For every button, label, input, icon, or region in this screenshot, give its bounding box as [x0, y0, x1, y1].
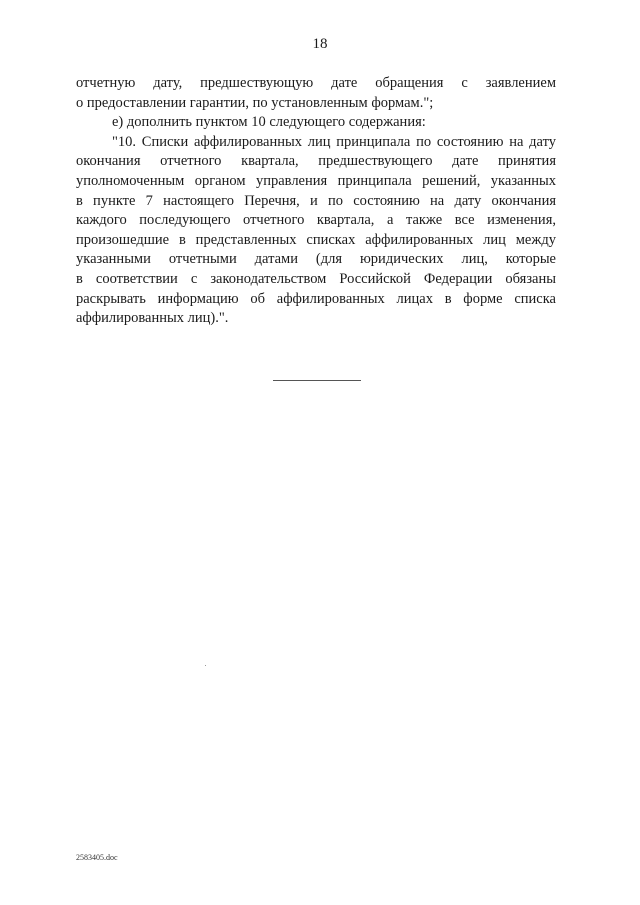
- text-line: раскрывать информацию об аффилированных лицах в форме списка: [76, 290, 556, 307]
- text-line: о предоставлении гарантии, по установленным формам.";: [76, 94, 434, 111]
- text-line: е) дополнить пунктом 10 следующего содержания:: [112, 114, 426, 131]
- scan-speck: [205, 665, 206, 666]
- text-line: окончания отчетного квартала, предшествующего дате принятия: [76, 153, 556, 170]
- text-line: каждого последующего отчетного квартала, а также все изменения,: [76, 212, 556, 229]
- text-line: в соответствии с законодательством Российской Федерации обязаны: [76, 270, 556, 287]
- document-body: [76, 74, 556, 329]
- text-line: аффилированных лиц).".: [76, 310, 229, 327]
- text-line: уполномоченным органом управления принципала решений, указанных: [76, 172, 556, 189]
- text-line: указанными отчетными датами (для юридических лиц, которые: [76, 251, 556, 268]
- text-line: произошедшие в представленных списках аффилированных лиц между: [76, 231, 556, 248]
- separator-line: [273, 380, 361, 381]
- text-line: "10. Списки аффилированных лиц принципала по состоянию на дату: [112, 133, 556, 150]
- text-line: отчетную дату, предшествующую дате обращения с заявлением: [76, 75, 556, 91]
- page-number: 18: [312, 36, 328, 52]
- text-line: в пункте 7 настоящего Перечня, и по состоянию на дату окончания: [76, 192, 556, 209]
- document-code: 2583405.doc: [76, 853, 118, 862]
